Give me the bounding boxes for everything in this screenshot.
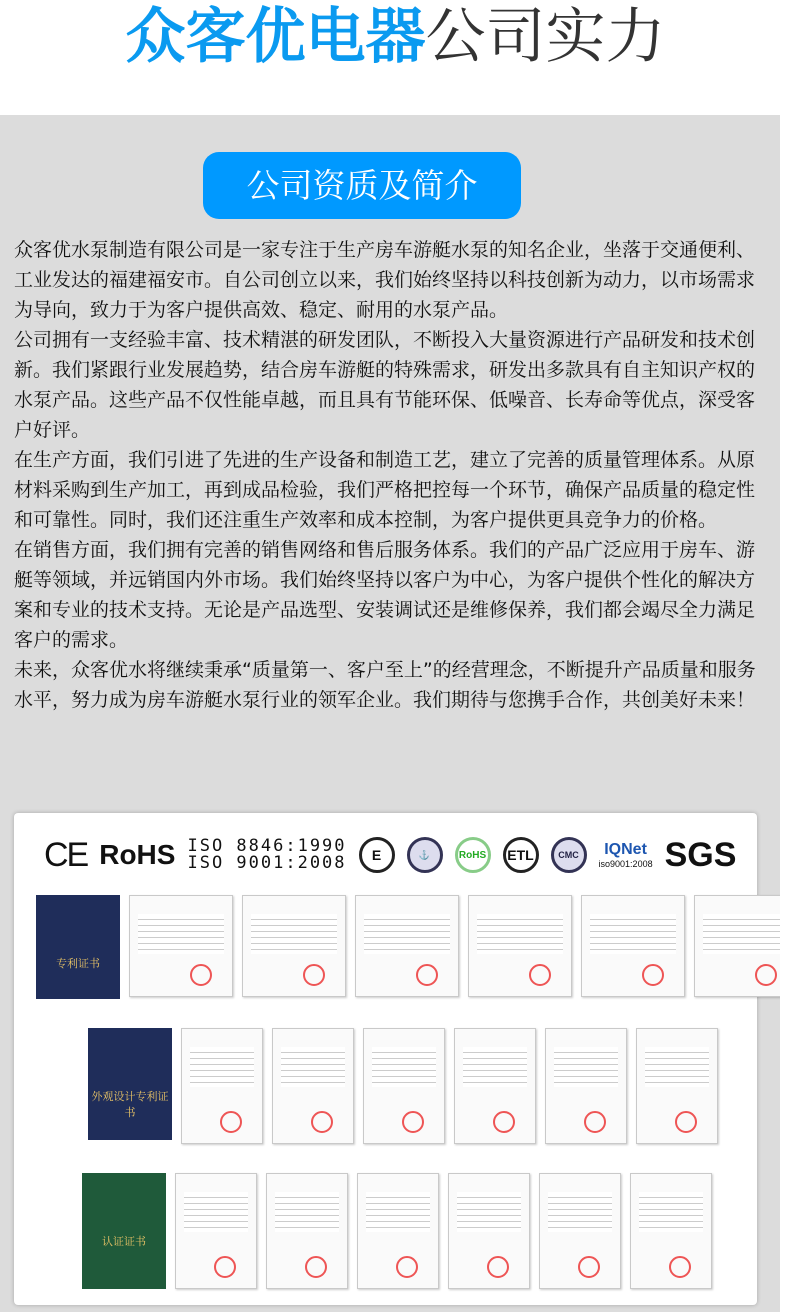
design-patent-book (88, 1028, 172, 1140)
certificate-image (468, 895, 572, 997)
company-intro (14, 235, 759, 715)
intro-paragraph: 未来，众客优水将继续秉承“质量第一、客户至上”的经营理念，不断提升产品质量和服务水平，努力成为房车游艇水泵行业的领军企业。我们期待与您携手合作，共创美好未来！ (14, 659, 756, 711)
certificate-image (181, 1028, 263, 1144)
ce-logo: CE (44, 835, 88, 874)
patent-certificates-row (36, 895, 791, 999)
design-certificates-row (88, 1028, 718, 1144)
certificate-image (581, 895, 685, 997)
certificate-image (266, 1173, 348, 1289)
certificate-image (242, 895, 346, 997)
cmc-logo: CMC (551, 837, 587, 873)
section-heading-pill: 公司资质及简介 (203, 152, 521, 219)
certification-book (82, 1173, 166, 1289)
certificate-image (448, 1173, 530, 1289)
registration-certificates-row (82, 1173, 712, 1289)
design-book-title: 外观设计专利证书 (91, 1090, 169, 1119)
certificate-image (175, 1173, 257, 1289)
certification-logos (44, 833, 744, 877)
iso-line-1: ISO 8846:1990 (187, 836, 347, 856)
iqnet-sub: iso9001:2008 (598, 859, 653, 869)
iso-line-2: ISO 9001:2008 (187, 853, 347, 873)
rohs-leaf-logo: RoHS (455, 837, 491, 873)
certificate-image (539, 1173, 621, 1289)
intro-paragraph: 在生产方面，我们引进了先进的生产设备和制造工艺，建立了完善的质量管理体系。从原材料采购到生产加工，再到成品检验，我们严格把控每一个环节，确保产品质量的稳定性和可靠性。同时，我们还注重生产效率和成本控制，为客户提供更具竞争力的价格。 (14, 449, 756, 531)
iqnet-logo (599, 841, 653, 869)
patent-book-title: 专利证书 (56, 957, 100, 970)
cert-book-title: 认证证书 (102, 1235, 146, 1248)
certificate-image (363, 1028, 445, 1144)
certificate-image (694, 895, 791, 997)
iso-logo (187, 838, 346, 872)
intro-paragraph: 众客优水泵制造有限公司是一家专注于生产房车游艇水泵的知名企业，坐落于交通便利、工业发达的福建福安市。自公司创立以来，我们始终坚持以科技创新为动力，以市场需求为导向，致力于为客户提供高效、稳定、耐用的水泵产品。 (14, 239, 756, 321)
page-title (0, 2, 791, 72)
certificate-image (355, 895, 459, 997)
etl-logo: ETL (503, 837, 539, 873)
emark-logo: E (359, 837, 395, 873)
sgs-logo: SGS (664, 835, 737, 874)
certificates-panel (14, 813, 757, 1305)
certificate-image (630, 1173, 712, 1289)
intro-paragraph: 在销售方面，我们拥有完善的销售网络和售后服务体系。我们的产品广泛应用于房车、游艇等领域，并远销国内外市场。我们始终坚持以客户为中心，为客户提供个性化的解决方案和专业的技术支持。无论是产品选型、安装调试还是维修保养，我们都会竭尽全力满足客户的需求。 (14, 539, 756, 651)
rohs-logo: RoHS (99, 839, 176, 870)
iqnet-text: IQNet (604, 841, 647, 858)
brand-name: 众客优电器 (125, 2, 426, 72)
intro-paragraph: 公司拥有一支经验丰富、技术精湛的研发团队，不断投入大量资源进行产品研发和技术创新。我们紧跟行业发展趋势，结合房车游艇的特殊需求，研发出多款具有自主知识产权的水泵产品。这些产品不仅性能卓越，而且具有节能环保、低噪音、长寿命等优点，深受客户好评。 (14, 329, 756, 441)
certificate-image (129, 895, 233, 997)
certificate-image (636, 1028, 718, 1144)
certificate-image (454, 1028, 536, 1144)
right-margin (780, 115, 791, 1312)
patent-book (36, 895, 120, 999)
title-text: 公司实力 (425, 2, 666, 72)
certificate-image (272, 1028, 354, 1144)
certificate-image (357, 1173, 439, 1289)
anchor-seal-icon: ⚓ (407, 837, 443, 873)
certificate-image (545, 1028, 627, 1144)
company-profile-panel (0, 115, 780, 1312)
